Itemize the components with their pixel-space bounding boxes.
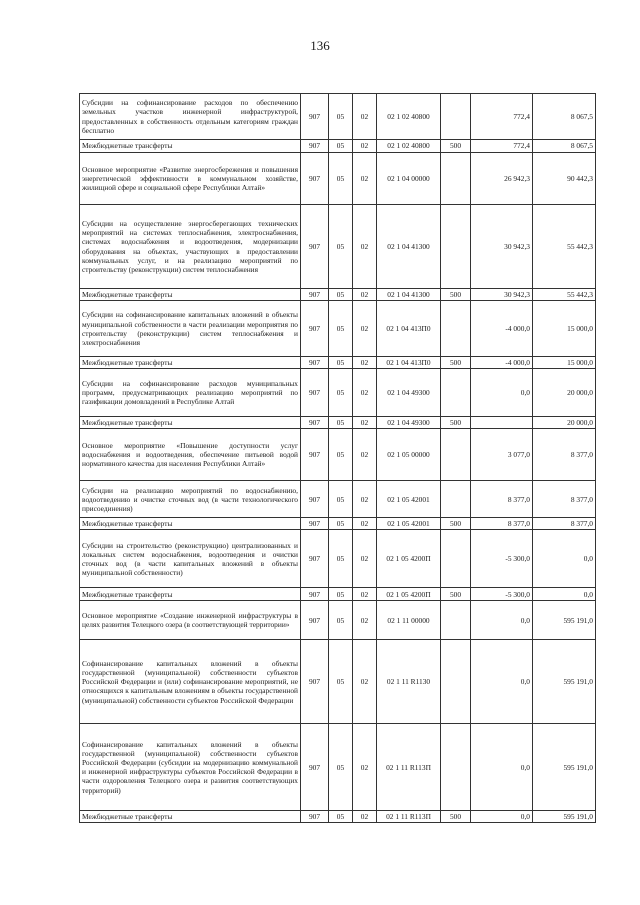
amount-total: 55 442,3: [533, 289, 596, 301]
grbs-code: 907: [301, 357, 329, 369]
subsection-code: 02: [353, 417, 377, 429]
grbs-code: 907: [301, 140, 329, 153]
amount-total: 15 000,0: [533, 357, 596, 369]
expense-type-code: [441, 153, 471, 205]
amount-total: 595 191,0: [533, 601, 596, 640]
row-name: Субсидии на софинансирование капитальных вложений в объекты муниципальной собственности в части реализации мероприятия по строительству (реконструкции) систем теплоснабжения и электроснабжения: [80, 301, 301, 357]
grbs-code: 907: [301, 429, 329, 481]
section-code: 05: [329, 518, 353, 530]
subsection-code: 02: [353, 301, 377, 357]
table-row: [80, 588, 596, 601]
table-row: [80, 601, 596, 640]
section-code: 05: [329, 429, 353, 481]
amount-total: 8 377,0: [533, 429, 596, 481]
amount-change: -5 300,0: [471, 530, 533, 588]
grbs-code: 907: [301, 481, 329, 518]
expense-type-code: [441, 481, 471, 518]
section-code: 05: [329, 724, 353, 811]
expense-type-code: 500: [441, 518, 471, 530]
subsection-code: 02: [353, 481, 377, 518]
amount-change: 0,0: [471, 640, 533, 724]
amount-total: 595 191,0: [533, 640, 596, 724]
amount-total: 0,0: [533, 530, 596, 588]
amount-total: 8 067,5: [533, 140, 596, 153]
target-article-code: 02 1 11 R113П: [377, 811, 441, 823]
subsection-code: 02: [353, 518, 377, 530]
budget-table: [79, 93, 596, 823]
subsection-code: 02: [353, 601, 377, 640]
row-name: Межбюджетные трансферты: [80, 417, 301, 429]
amount-change: 0,0: [471, 601, 533, 640]
subsection-code: 02: [353, 289, 377, 301]
subsection-code: 02: [353, 724, 377, 811]
subsection-code: 02: [353, 369, 377, 417]
section-code: 05: [329, 369, 353, 417]
subsection-code: 02: [353, 153, 377, 205]
target-article-code: 02 1 04 41300: [377, 289, 441, 301]
row-name: Субсидии на софинансирование расходов по обеспечению земельных участков инженерной инфраструктурой, предоставленных в собственность отдельным категориям граждан бесплатно: [80, 94, 301, 140]
grbs-code: 907: [301, 301, 329, 357]
grbs-code: 907: [301, 518, 329, 530]
target-article-code: 02 1 02 40800: [377, 94, 441, 140]
table-row: [80, 301, 596, 357]
target-article-code: 02 1 04 413П0: [377, 357, 441, 369]
row-name: Межбюджетные трансферты: [80, 518, 301, 530]
amount-total: 20 000,0: [533, 417, 596, 429]
page-number: 136: [310, 38, 330, 53]
amount-total: 595 191,0: [533, 724, 596, 811]
expense-type-code: 500: [441, 289, 471, 301]
target-article-code: 02 1 05 00000: [377, 429, 441, 481]
expense-type-code: 500: [441, 140, 471, 153]
target-article-code: 02 1 05 4200П: [377, 530, 441, 588]
target-article-code: 02 1 05 42001: [377, 481, 441, 518]
amount-change: -5 300,0: [471, 588, 533, 601]
section-code: 05: [329, 140, 353, 153]
row-name: Межбюджетные трансферты: [80, 289, 301, 301]
row-name: Межбюджетные трансферты: [80, 588, 301, 601]
section-code: 05: [329, 94, 353, 140]
grbs-code: 907: [301, 811, 329, 823]
expense-type-code: 500: [441, 357, 471, 369]
target-article-code: 02 1 04 00000: [377, 153, 441, 205]
amount-total: 55 442,3: [533, 205, 596, 289]
expense-type-code: 500: [441, 588, 471, 601]
table-row: [80, 140, 596, 153]
grbs-code: 907: [301, 289, 329, 301]
table-row: [80, 94, 596, 140]
section-code: 05: [329, 289, 353, 301]
amount-change: 0,0: [471, 369, 533, 417]
subsection-code: 02: [353, 640, 377, 724]
expense-type-code: [441, 724, 471, 811]
row-name: Основное мероприятие «Создание инженерной инфраструктуры в целях развития Телецкого озера (в соответствующей территории»: [80, 601, 301, 640]
table-row: [80, 429, 596, 481]
subsection-code: 02: [353, 588, 377, 601]
target-article-code: 02 1 11 00000: [377, 601, 441, 640]
section-code: 05: [329, 357, 353, 369]
amount-total: 90 442,3: [533, 153, 596, 205]
expense-type-code: [441, 369, 471, 417]
row-name: Основное мероприятие «Повышение доступности услуг водоснабжения и водоотведения, обеспечение питьевой водой нормативного качества для населения Республики Алтай»: [80, 429, 301, 481]
row-name: Межбюджетные трансферты: [80, 811, 301, 823]
amount-change: 0,0: [471, 724, 533, 811]
subsection-code: 02: [353, 205, 377, 289]
section-code: 05: [329, 530, 353, 588]
section-code: 05: [329, 601, 353, 640]
amount-change: 8 377,0: [471, 481, 533, 518]
grbs-code: 907: [301, 417, 329, 429]
subsection-code: 02: [353, 429, 377, 481]
subsection-code: 02: [353, 140, 377, 153]
section-code: 05: [329, 811, 353, 823]
expense-type-code: [441, 301, 471, 357]
subsection-code: 02: [353, 357, 377, 369]
target-article-code: 02 1 04 49300: [377, 369, 441, 417]
amount-change: 772,4: [471, 94, 533, 140]
amount-change: 30 942,3: [471, 205, 533, 289]
amount-change: -4 000,0: [471, 357, 533, 369]
row-name: Софинансирование капитальных вложений в объекты государственной (муниципальной) собственности субъектов Российской Федерации и (или) софинансирование мероприятий, не относящихся к капитальным вложениям в объекты государственной (муниципальной) собственности субъектов Российской Федерации: [80, 640, 301, 724]
section-code: 05: [329, 301, 353, 357]
row-name: Межбюджетные трансферты: [80, 140, 301, 153]
amount-total: 8 377,0: [533, 518, 596, 530]
amount-change: -4 000,0: [471, 301, 533, 357]
table-row: [80, 289, 596, 301]
amount-total: 8 067,5: [533, 94, 596, 140]
row-name: Софинансирование капитальных вложений в объекты государственной (муниципальной) собственности субъектов Российской Федерации (субсидии на модернизацию коммунальной и инженерной инфраструктуры субъектов Российской Федерации в части оздоровления Телецкого озера и развития соответствующих территорий): [80, 724, 301, 811]
expense-type-code: [441, 205, 471, 289]
expense-type-code: 500: [441, 417, 471, 429]
expense-type-code: [441, 601, 471, 640]
table-row: [80, 640, 596, 724]
section-code: 05: [329, 153, 353, 205]
subsection-code: 02: [353, 530, 377, 588]
grbs-code: 907: [301, 601, 329, 640]
section-code: 05: [329, 417, 353, 429]
target-article-code: 02 1 05 42001: [377, 518, 441, 530]
table-row: [80, 530, 596, 588]
target-article-code: 02 1 05 4200П: [377, 588, 441, 601]
amount-total: 595 191,0: [533, 811, 596, 823]
amount-change: 8 377,0: [471, 518, 533, 530]
section-code: 05: [329, 588, 353, 601]
section-code: 05: [329, 640, 353, 724]
subsection-code: 02: [353, 811, 377, 823]
grbs-code: 907: [301, 724, 329, 811]
table-row: [80, 369, 596, 417]
amount-total: 20 000,0: [533, 369, 596, 417]
section-code: 05: [329, 481, 353, 518]
target-article-code: 02 1 04 49300: [377, 417, 441, 429]
amount-total: 0,0: [533, 588, 596, 601]
row-name: Основное мероприятие «Развитие энергосбережения и повышения энергетической эффективности в коммунальном хозяйстве, жилищной сфере и социальной сфере Республики Алтай»: [80, 153, 301, 205]
grbs-code: 907: [301, 153, 329, 205]
grbs-code: 907: [301, 94, 329, 140]
expense-type-code: [441, 530, 471, 588]
amount-change: 3 077,0: [471, 429, 533, 481]
expense-type-code: [441, 94, 471, 140]
grbs-code: 907: [301, 588, 329, 601]
amount-change: 0,0: [471, 811, 533, 823]
table-row: [80, 153, 596, 205]
target-article-code: 02 1 02 40800: [377, 140, 441, 153]
row-name: Субсидии на реализацию мероприятий по водоснабжению, водоотведению и очистке сточных вод (в части технологического присоединения): [80, 481, 301, 518]
grbs-code: 907: [301, 205, 329, 289]
table-row: [80, 518, 596, 530]
row-name: Субсидии на софинансирование расходов муниципальных программ, предусматривающих реализацию мероприятий по газификации домовладений в Республике Алтай: [80, 369, 301, 417]
expense-type-code: 500: [441, 811, 471, 823]
amount-total: 15 000,0: [533, 301, 596, 357]
row-name: Межбюджетные трансферты: [80, 357, 301, 369]
section-code: 05: [329, 205, 353, 289]
table-row: [80, 417, 596, 429]
table-row: [80, 357, 596, 369]
amount-total: 8 377,0: [533, 481, 596, 518]
row-name: Субсидии на осуществление энергосберегающих технических мероприятий на системах теплоснабжения, электроснабжения, системах водоснабжения и водоотведения, модернизации оборудования на объектах, участвующих в предоставлении коммунальных услуг, и на реализацию мероприятий по строительству (реконструкции) систем теплоснабжения: [80, 205, 301, 289]
amount-change: 30 942,3: [471, 289, 533, 301]
table-row: [80, 481, 596, 518]
subsection-code: 02: [353, 94, 377, 140]
table-row: [80, 811, 596, 823]
target-article-code: 02 1 11 R1130: [377, 640, 441, 724]
expense-type-code: [441, 429, 471, 481]
grbs-code: 907: [301, 640, 329, 724]
amount-change: [471, 417, 533, 429]
table-row: [80, 205, 596, 289]
row-name: Субсидии на строительство (реконструкцию) централизованных и локальных систем водоснабжения, водоотведения и очистки сточных вод (в части капитальных вложений в объекты муниципальной собственности): [80, 530, 301, 588]
amount-change: 772,4: [471, 140, 533, 153]
expense-type-code: [441, 640, 471, 724]
target-article-code: 02 1 04 41300: [377, 205, 441, 289]
target-article-code: 02 1 04 413П0: [377, 301, 441, 357]
grbs-code: 907: [301, 530, 329, 588]
target-article-code: 02 1 11 R113П: [377, 724, 441, 811]
amount-change: 26 942,3: [471, 153, 533, 205]
grbs-code: 907: [301, 369, 329, 417]
table-row: [80, 724, 596, 811]
